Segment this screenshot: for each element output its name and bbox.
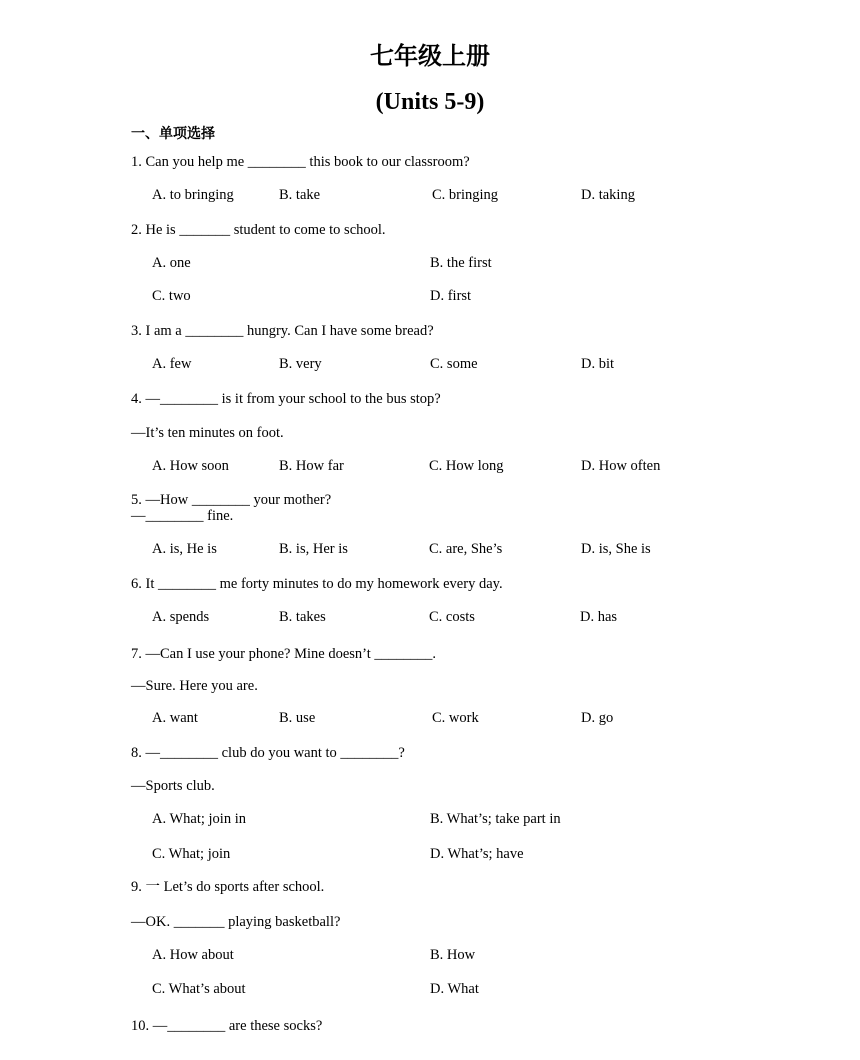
- question-stem: 9. 一 Let’s do sports after school.: [131, 879, 325, 895]
- question-stem: 6. It ________ me forty minutes to do my homework every day.: [131, 576, 503, 592]
- question-stem: 3. I am a ________ hungry. Can I have some bread?: [131, 323, 434, 339]
- option-d: D. first: [430, 288, 472, 304]
- option-b: B. the first: [430, 255, 492, 271]
- option-b: B. What’s; take part in: [430, 811, 561, 827]
- option-c: C. What; join: [152, 846, 231, 862]
- option-b: B. takes: [279, 609, 326, 625]
- option-d: D. bit: [581, 356, 615, 372]
- option-b: B. very: [279, 356, 322, 372]
- option-d: D. is, She is: [581, 541, 651, 557]
- option-d: D. What: [430, 981, 479, 997]
- option-c: C. two: [152, 288, 191, 304]
- option-c: C. costs: [429, 609, 475, 625]
- option-c: C. work: [432, 710, 479, 726]
- option-b: B. How far: [279, 458, 344, 474]
- option-b: B. is, Her is: [279, 541, 348, 557]
- question-stem-line: —________ fine.: [131, 508, 234, 524]
- question-stem: 4. —________ is it from your school to the bus stop?: [131, 391, 441, 407]
- option-a: A. one: [152, 255, 191, 271]
- question-stem-line: —Sure. Here you are.: [131, 678, 258, 694]
- page-title: 七年级上册: [370, 42, 490, 70]
- option-b: B. How: [430, 947, 476, 963]
- question-stem: 1. Can you help me ________ this book to our classroom?: [131, 154, 470, 170]
- option-a: A. How soon: [152, 458, 229, 474]
- option-b: B. use: [279, 710, 316, 726]
- option-c: C. bringing: [432, 187, 499, 203]
- question-stem: 10. —________ are these socks?: [131, 1018, 323, 1034]
- option-a: A. want: [152, 710, 198, 726]
- option-c: C. What’s about: [152, 981, 246, 997]
- option-a: A. to bringing: [152, 187, 234, 203]
- option-b: B. take: [279, 187, 321, 203]
- question-stem: 5. —How ________ your mother?: [131, 492, 332, 508]
- option-d: D. taking: [581, 187, 635, 203]
- option-a: A. is, He is: [152, 541, 217, 557]
- option-a: A. How about: [152, 947, 234, 963]
- question-stem-line: —Sports club.: [131, 778, 215, 794]
- option-a: A. few: [152, 356, 192, 372]
- option-d: D. How often: [581, 458, 661, 474]
- option-c: C. How long: [429, 458, 504, 474]
- option-d: D. What’s; have: [430, 846, 524, 862]
- option-a: A. spends: [152, 609, 210, 625]
- option-a: A. What; join in: [152, 811, 246, 827]
- option-c: C. some: [430, 356, 478, 372]
- question-stem: 8. —________ club do you want to ________?: [131, 745, 405, 761]
- option-c: C. are, She’s: [429, 541, 503, 557]
- section-heading: 一、单项选择: [131, 126, 215, 142]
- option-d: D. has: [580, 609, 618, 625]
- question-stem-line: —OK. _______ playing basketball?: [131, 914, 341, 930]
- question-stem-line: —It’s ten minutes on foot.: [131, 425, 284, 441]
- option-d: D. go: [581, 710, 614, 726]
- question-stem: 2. He is _______ student to come to school.: [131, 222, 386, 238]
- question-stem: 7. —Can I use your phone? Mine doesn’t ________.: [131, 646, 436, 662]
- page-subtitle: (Units 5-9): [375, 89, 485, 115]
